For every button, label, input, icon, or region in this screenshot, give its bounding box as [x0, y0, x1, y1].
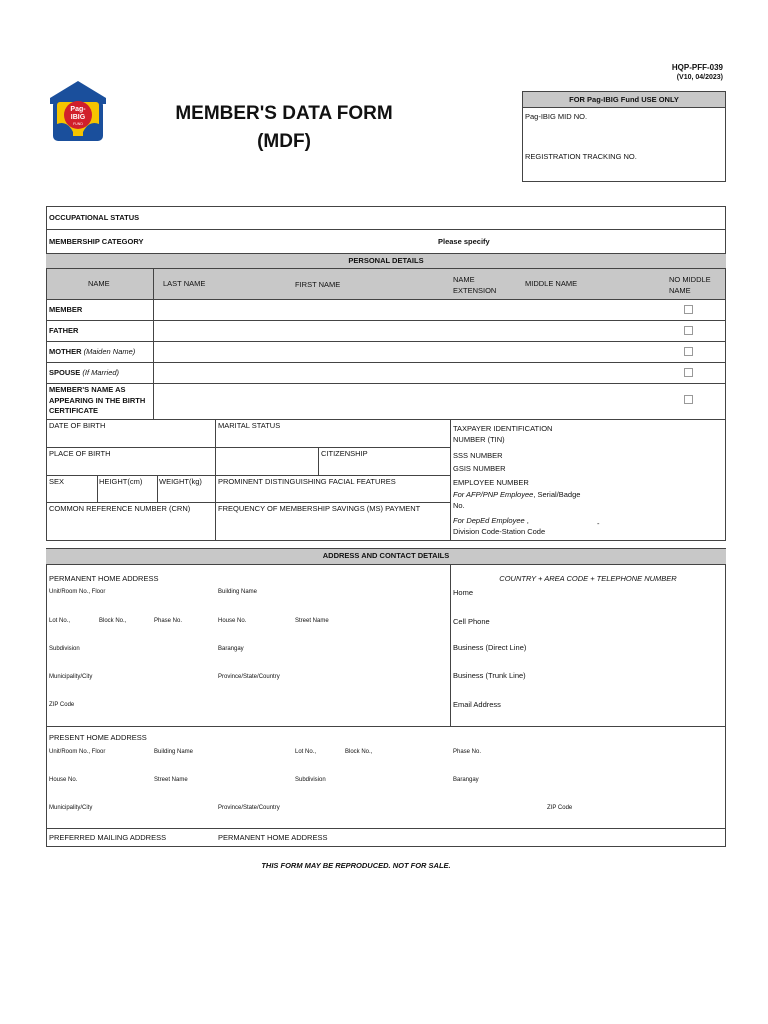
- father-label: FATHER: [49, 326, 79, 335]
- please-specify-label: Please specify: [438, 237, 490, 246]
- perm-zip-field[interactable]: [48, 710, 213, 724]
- perm-building-field[interactable]: [217, 597, 447, 611]
- father-name-field[interactable]: [156, 322, 676, 340]
- mother-label: MOTHER (Maiden Name): [49, 347, 136, 356]
- home-phone-label: Home: [453, 588, 474, 597]
- birth-certificate-name-field[interactable]: [156, 385, 676, 418]
- pres-row1-field[interactable]: [48, 757, 720, 771]
- col-middle-name: MIDDLE NAME: [525, 279, 578, 288]
- present-address-label: PRESENT HOME ADDRESS: [49, 733, 147, 742]
- tin-label: TAXPAYER IDENTIFICATION NUMBER (TIN): [453, 424, 553, 444]
- cell-phone-label: Cell Phone: [453, 617, 490, 626]
- pres-block-label: Block No.,: [345, 749, 373, 755]
- pres-unit-label: Unit/Room No., Floor: [49, 749, 106, 755]
- perm-municipality-province-field[interactable]: [48, 682, 447, 696]
- perm-subdivision-label: Subdivision: [49, 646, 80, 652]
- citizenship-label: CITIZENSHIP: [321, 449, 368, 458]
- membership-category-field[interactable]: [200, 231, 430, 253]
- business-direct-label: Business (Direct Line): [453, 643, 527, 652]
- ms-frequency-label: FREQUENCY OF MEMBERSHIP SAVINGS (MS) PAYMENT: [218, 504, 421, 513]
- date-of-birth-label: DATE OF BIRTH: [49, 421, 106, 430]
- gsis-field[interactable]: [520, 461, 720, 474]
- office-use-box: [522, 91, 726, 182]
- spouse-name-field[interactable]: [156, 364, 676, 382]
- email-label: Email Address: [453, 700, 501, 709]
- name-header-row: [46, 269, 726, 299]
- cell-phone-field[interactable]: [520, 614, 720, 634]
- perm-house-label: House No.: [218, 618, 247, 624]
- mother-no-middle-checkbox[interactable]: [684, 347, 693, 356]
- phone-format-heading: COUNTRY + AREA CODE + TELEPHONE NUMBER: [499, 574, 677, 583]
- marital-status-field[interactable]: [217, 431, 447, 446]
- member-name-field[interactable]: [156, 301, 676, 319]
- preferred-mailing-option[interactable]: PERMANENT HOME ADDRESS: [218, 833, 328, 842]
- sss-field[interactable]: [520, 448, 720, 461]
- pres-province-label: Province/State/Country: [218, 805, 280, 811]
- personal-details-heading: PERSONAL DETAILS: [46, 253, 726, 269]
- perm-building-label: Building Name: [218, 589, 258, 595]
- pres-building-label: Building Name: [154, 749, 194, 755]
- preferred-mailing-label: PREFERRED MAILING ADDRESS: [49, 833, 167, 842]
- pres-street-label: Street Name: [154, 777, 188, 783]
- col-first-name: FIRST NAME: [295, 280, 341, 289]
- afp-pnp-note: For AFP/PNP Employee, Serial/Badge No.: [453, 490, 581, 510]
- perm-zip-label: ZIP Code: [49, 702, 75, 708]
- perm-municipality-label: Municipality/City: [49, 674, 93, 680]
- pres-subdivision-label: Subdivision: [295, 777, 326, 783]
- member-no-middle-checkbox[interactable]: [684, 305, 693, 314]
- pagibig-logo: [49, 80, 107, 142]
- occupational-status-field[interactable]: [200, 208, 720, 228]
- perm-lot-label: Lot No.,: [49, 618, 71, 624]
- pres-row3-field[interactable]: [48, 812, 720, 826]
- spouse-no-middle-checkbox[interactable]: [684, 368, 693, 377]
- crn-field[interactable]: [48, 515, 213, 539]
- birthcert-no-middle-checkbox[interactable]: [684, 395, 693, 404]
- employee-number-label: EMPLOYEE NUMBER: [453, 478, 529, 487]
- office-use-heading: FOR Pag-IBIG Fund USE ONLY: [523, 92, 725, 108]
- perm-lot-block-phase-house-street-field[interactable]: [48, 626, 447, 640]
- home-phone-field[interactable]: [500, 586, 720, 606]
- marital-status-label: MARITAL STATUS: [218, 421, 281, 430]
- svg-text:Pag-: Pag-: [70, 106, 86, 113]
- business-trunk-field[interactable]: [560, 668, 720, 688]
- pres-zip-label: ZIP Code: [547, 805, 573, 811]
- crn-label: COMMON REFERENCE NUMBER (CRN): [49, 504, 191, 513]
- deped-note: For DepEd Employee , Division Code-Station Code: [453, 516, 546, 536]
- occupational-status-label: OCCUPATIONAL STATUS: [49, 213, 140, 222]
- house-hands-icon: [49, 80, 107, 142]
- membership-category-label: MEMBERSHIP CATEGORY: [49, 237, 144, 246]
- rtn-label: REGISTRATION TRACKING NO.: [525, 152, 637, 161]
- perm-unit-label: Unit/Room No., Floor: [49, 589, 106, 595]
- sex-label: SEX: [49, 477, 65, 486]
- business-trunk-label: Business (Trunk Line): [453, 671, 526, 680]
- sss-label: SSS NUMBER: [453, 451, 503, 460]
- perm-street-label: Street Name: [295, 618, 329, 624]
- page-title: [160, 100, 408, 156]
- permanent-address-label: PERMANENT HOME ADDRESS: [49, 574, 159, 583]
- place-of-birth-field[interactable]: [48, 459, 316, 474]
- footer-note: THIS FORM MAY BE REPRODUCED. NOT FOR SALE.: [261, 861, 451, 870]
- citizenship-field[interactable]: [320, 459, 448, 474]
- perm-phase-label: Phase No.: [154, 618, 183, 624]
- pres-house-label: House No.: [49, 777, 78, 783]
- facial-features-field[interactable]: [217, 487, 447, 501]
- col-name-extension: NAME EXTENSION: [453, 275, 497, 295]
- svg-text:IBIG: IBIG: [70, 114, 86, 121]
- perm-subdivision-barangay-field[interactable]: [48, 654, 447, 668]
- email-field[interactable]: [530, 697, 720, 717]
- facial-features-label: PROMINENT DISTINGUISHING FACIAL FEATURES: [218, 477, 396, 486]
- height-label: HEIGHT(cm): [99, 477, 143, 486]
- deped-code-dash: -: [597, 519, 600, 528]
- pres-municipality-label: Municipality/City: [49, 805, 93, 811]
- pres-barangay-label: Barangay: [453, 777, 479, 783]
- mid-no-label: Pag-IBIG MID NO.: [525, 112, 588, 121]
- col-no-middle-name: NO MIDDLE NAME: [669, 275, 711, 295]
- perm-barangay-label: Barangay: [218, 646, 244, 652]
- pres-phase-label: Phase No.: [453, 749, 482, 755]
- ms-frequency-field[interactable]: [217, 515, 447, 539]
- weight-label: WEIGHT(kg): [159, 477, 202, 486]
- birth-certificate-name-label: MEMBER'S NAME AS APPEARING IN THE BIRTH CERTIFICATE: [49, 385, 146, 415]
- deped-code-field[interactable]: [560, 515, 720, 537]
- perm-block-label: Block No.,: [99, 618, 127, 624]
- col-last-name: LAST NAME: [163, 279, 206, 288]
- title-line-2: (MDF): [257, 131, 311, 152]
- title-line-1: MEMBER'S DATA FORM: [175, 103, 393, 124]
- svg-text:FUND: FUND: [73, 122, 83, 126]
- pres-row2-field[interactable]: [48, 785, 720, 799]
- gsis-label: GSIS NUMBER: [453, 464, 506, 473]
- col-name: NAME: [88, 279, 110, 288]
- afp-pnp-serial-field[interactable]: [600, 489, 720, 509]
- perm-unit-field[interactable]: [48, 597, 213, 611]
- address-contact-heading: ADDRESS AND CONTACT DETAILS: [46, 548, 726, 565]
- tin-field[interactable]: [570, 421, 720, 445]
- form-code: HQP-PFF-039: [671, 63, 723, 72]
- father-no-middle-checkbox[interactable]: [684, 326, 693, 335]
- date-of-birth-field[interactable]: [48, 431, 213, 446]
- member-label: MEMBER: [49, 305, 83, 314]
- spouse-label: SPOUSE (If Married): [49, 368, 120, 377]
- form-version: (V10, 04/2023): [676, 74, 723, 81]
- business-direct-field[interactable]: [560, 640, 720, 660]
- place-of-birth-label: PLACE OF BIRTH: [49, 449, 111, 458]
- pres-lot-label: Lot No.,: [295, 749, 317, 755]
- perm-province-label: Province/State/Country: [218, 674, 280, 680]
- mother-name-field[interactable]: [156, 343, 676, 361]
